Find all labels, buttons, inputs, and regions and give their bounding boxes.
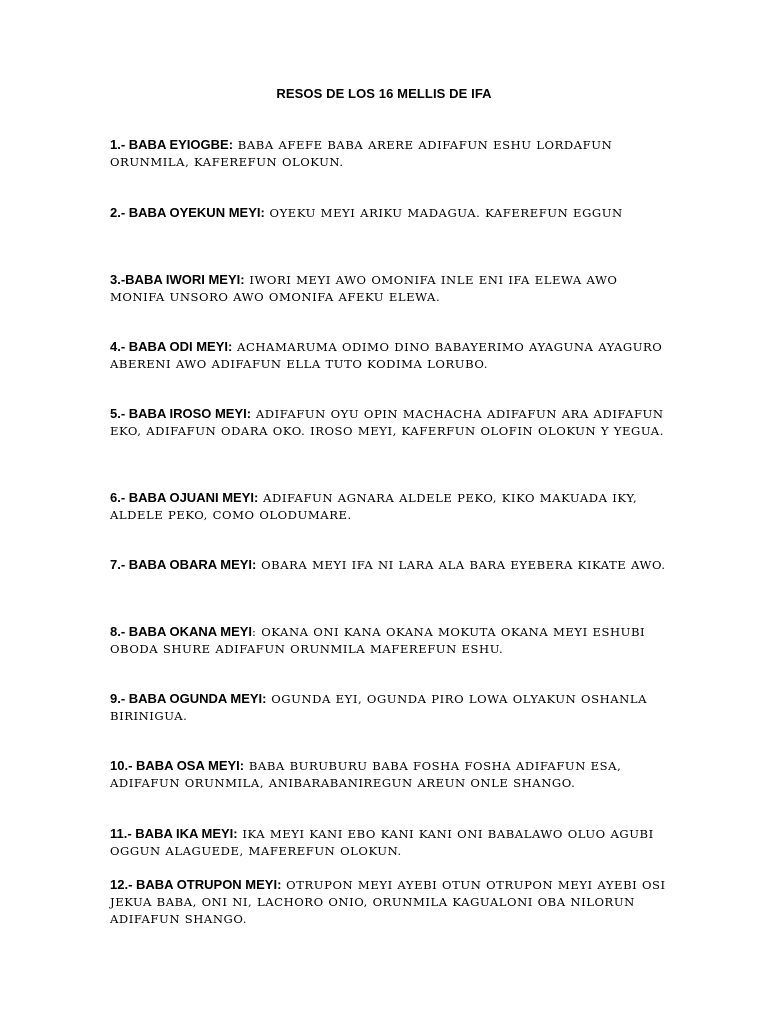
entry-4 [110,338,670,373]
entry-heading: 2.- BABA OYEKUN MEYI: [110,205,265,220]
entry-text: OYEKU MEYI ARIKU MADAGUA. KAFEREFUN EGGUN [264,206,623,220]
entry-heading: 3.-BABA IWORI MEYI: [110,272,245,287]
entry-heading: 10.- BABA OSA MEYI: [110,758,245,773]
entry-heading: 4.- BABA ODI MEYI: [110,339,233,354]
entry-heading: 6.- BABA OJUANI MEYI: [110,490,259,505]
entry-5 [110,405,670,440]
entry-heading: 11.- BABA IKA MEYI: [110,826,238,841]
entry-text: IWORI MEYI AWO OMONIFA INLE ENI IFA ELEWA AWO MONIFA UNSORO AWO OMONIFA AFEKU ELEWA. [110,273,618,304]
entry-2 [110,204,670,222]
entry-text: BABA BURUBURU BABA FOSHA FOSHA ADIFAFUN ESA, ADIFAFUN ORUNMILA, ANIBARABANIREGUN AREUN ONLE SHANGO. [110,759,622,790]
entry-heading: 8.- BABA OKANA MEYI [110,624,253,639]
entry-8 [110,623,670,658]
entry-heading: 9.- BABA OGUNDA MEYI: [110,691,267,706]
entry-7 [110,556,670,574]
entry-text: ADIFAFUN OYU OPIN MACHACHA ADIFAFUN ARA ADIFAFUN EKO, ADIFAFUN ODARA OKO. IROSO MEYI, KAFERFUN OLOFIN OLOKUN Y YEGUA. [110,407,664,438]
entry-text: OGUNDA EYI, OGUNDA PIRO LOWA OLYAKUN OSHANLA BIRINIGUA. [110,692,648,723]
entry-text: : OKANA ONI KANA OKANA MOKUTA OKANA MEYI ESHUBI OBODA SHURE ADIFAFUN ORUNMILA MAFEREFUN ESHU. [110,625,646,656]
entry-text: ADIFAFUN AGNARA ALDELE PEKO, KIKO MAKUADA IKY, ALDELE PEKO, COMO OLODUMARE. [110,491,638,522]
entry-12 [110,876,670,928]
entry-1 [110,136,670,171]
document-title: RESOS DE LOS 16 MELLIS DE IFA [276,86,492,101]
entry-text: OBARA MEYI IFA NI LARA ALA BARA EYEBERA KIKATE AWO. [256,558,666,572]
entry-heading: 12.- BABA OTRUPON MEYI: [110,877,282,892]
entry-text: OTRUPON MEYI AYEBI OTUN OTRUPON MEYI AYEBI OSI JEKUA BABA, ONI NI, LACHORO ONIO, ORUNMILA KAGUALONI OBA NILORUN ADIFAFUN SHANGO. [110,878,666,926]
entry-text: ACHAMARUMA ODIMO DINO BABAYERIMO AYAGUNA AYAGURO ABERENI AWO ADIFAFUN ELLA TUTO KODIMA LORUBO. [110,340,663,371]
entry-heading: 7.- BABA OBARA MEYI: [110,557,257,572]
entry-heading: 5.- BABA IROSO MEYI: [110,406,252,421]
entry-text: IKA MEYI KANI EBO KANI KANI ONI BABALAWO OLUO AGUBI OGGUN ALAGUEDE, MAFEREFUN OLOKUN. [110,827,654,858]
entry-text: BABA AFEFE BABA ARERE ADIFAFUN ESHU LORDAFUN ORUNMILA, KAFEREFUN OLOKUN. [110,138,613,169]
entry-heading: 1.- BABA EYIOGBE: [110,137,234,152]
entry-10 [110,757,670,792]
entry-9 [110,690,670,725]
entry-3 [110,271,670,306]
entry-6 [110,489,670,524]
entry-11 [110,825,670,860]
